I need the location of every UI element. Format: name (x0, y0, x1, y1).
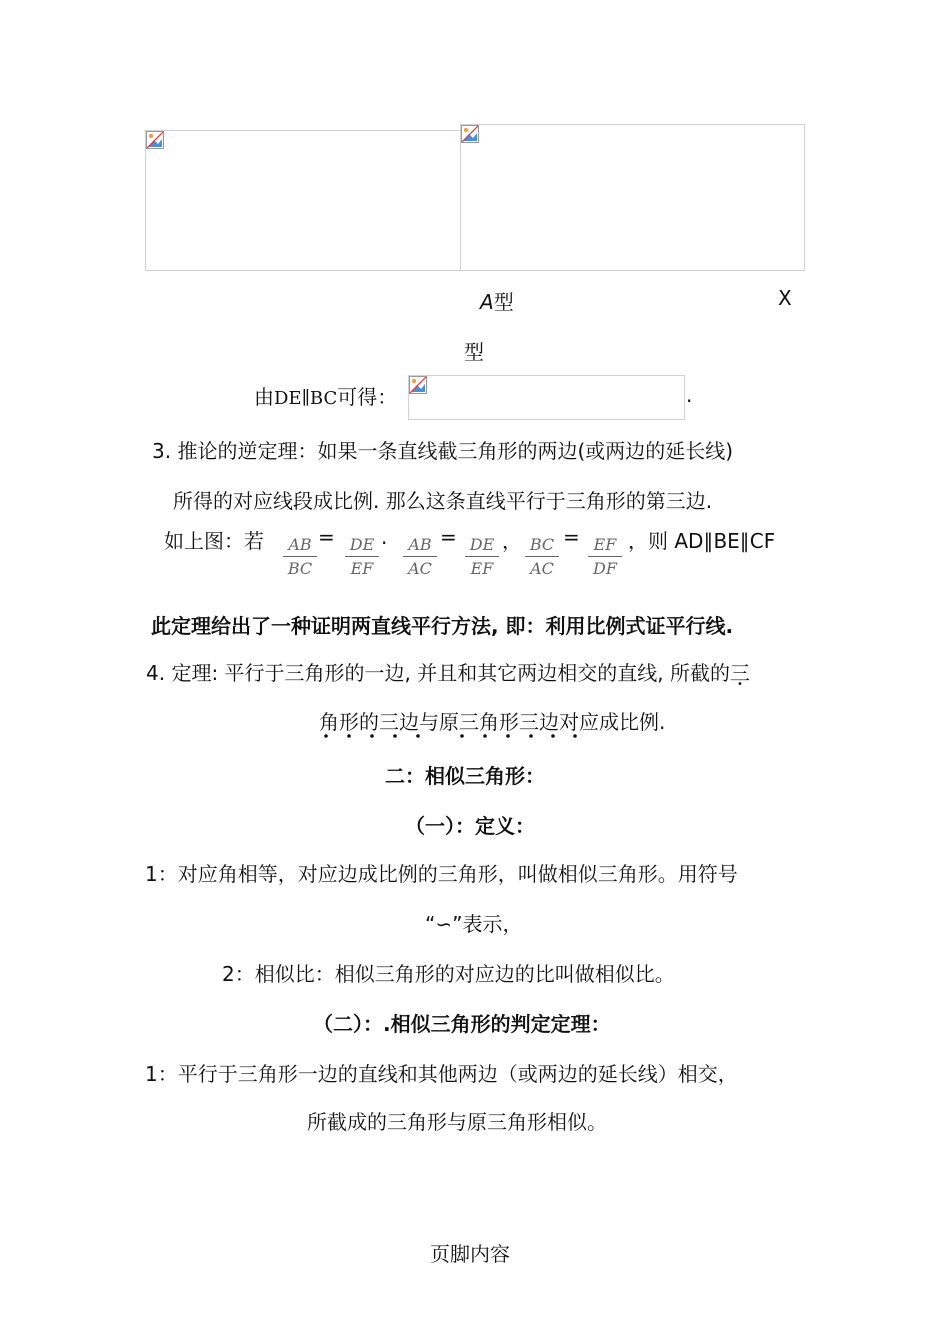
definition-1-line1: 1：对应角相等，对应边成比例的三角形，叫做相似三角形。用符号 (145, 862, 738, 886)
fraction-ab-ac (403, 534, 437, 579)
formula-end: . (686, 383, 693, 407)
figure-a-type-image (145, 130, 461, 271)
ratio-equals-2: = (440, 525, 457, 549)
section4-line2-text-c: 对应成比例. (559, 710, 666, 734)
formula-suffix: 可得： (337, 385, 398, 409)
section3-line2: 所得的对应线段成比例. 那么这条直线平行于三角形的第三边. (173, 489, 713, 513)
fraction-den: EF (350, 559, 374, 578)
definition-2: 2：相似比：相似三角形的对应边的比叫做相似比。 (222, 962, 675, 986)
section4-line2-text-a: 角形的三边 (319, 710, 419, 734)
definition-1-line2: “∽”表示， (425, 912, 523, 936)
broken-image-icon (409, 376, 427, 394)
formula-image (408, 375, 685, 420)
page-footer: 页脚内容 (430, 1242, 510, 1266)
figure-label-a-type (480, 286, 514, 315)
ratio-suffix: ，则 AD∥BE∥CF (628, 529, 776, 553)
fraction-num: DE (345, 534, 379, 557)
fraction-num: EF (588, 534, 622, 557)
section4-line1-text: 4. 定理: 平行于三角形的一边, 并且和其它两边相交的直线, 所截的 (146, 661, 730, 685)
figure-label-a-char: 型 (493, 290, 514, 314)
judgement-1-line2: 所截成的三角形与原三角形相似。 (307, 1110, 607, 1134)
fraction-den: BC (287, 559, 313, 578)
formula-line (254, 381, 397, 410)
fraction-den: EF (470, 559, 494, 578)
broken-image-icon (461, 125, 479, 143)
figure-label-x-char: 型 (464, 340, 484, 364)
section4-line1 (146, 657, 750, 686)
ratio-equals-3: = (563, 525, 580, 549)
fraction-de-ef-2 (465, 534, 499, 579)
fraction-num: BC (525, 534, 559, 557)
fraction-ef-df (588, 534, 622, 579)
heading-similar-triangles: 二：相似三角形： (385, 764, 545, 788)
fraction-den: AC (408, 559, 432, 578)
heading-definition: （一）：定义： (405, 814, 535, 838)
broken-image-icon (146, 131, 164, 149)
figure-label-a: A (480, 290, 494, 314)
formula-condition: DE∥BC (274, 388, 338, 409)
judgement-1-line1: 1：平行于三角形一边的直线和其他两边（或两边的延长线）相交， (145, 1062, 738, 1086)
heading-judgement-theorems: （二）：.相似三角形的判定定理： (313, 1012, 611, 1036)
emphasis-dots (315, 730, 595, 742)
figure-label-x: X (778, 286, 792, 310)
ratio-equals-1: = (318, 525, 335, 549)
section3-line1: 3. 推论的逆定理：如果一条直线截三角形的两边(或两边的延长线) (152, 439, 734, 463)
fraction-num: DE (465, 534, 499, 557)
fraction-den: DF (593, 559, 617, 578)
ratio-prefix: 如上图：若 (164, 529, 264, 553)
figure-x-type-image (460, 124, 805, 271)
fraction-den: AC (530, 559, 554, 578)
section4-emphasis-char: 三 (729, 661, 750, 685)
fraction-num: AB (403, 534, 437, 557)
bold-note: 此定理给出了一种证明两直线平行方法, 即：利用比例式证平行线. (151, 614, 734, 638)
fraction-de-ef (345, 534, 379, 579)
fraction-bc-ac (525, 534, 559, 579)
fraction-ab-bc (283, 534, 317, 579)
section4-line2-text-b: 与原三角形三边 (419, 710, 559, 734)
ratio-comma: ， (502, 529, 522, 553)
formula-prefix: 由 (254, 385, 274, 409)
ratio-dot: . (381, 525, 388, 549)
fraction-num: AB (283, 534, 317, 557)
